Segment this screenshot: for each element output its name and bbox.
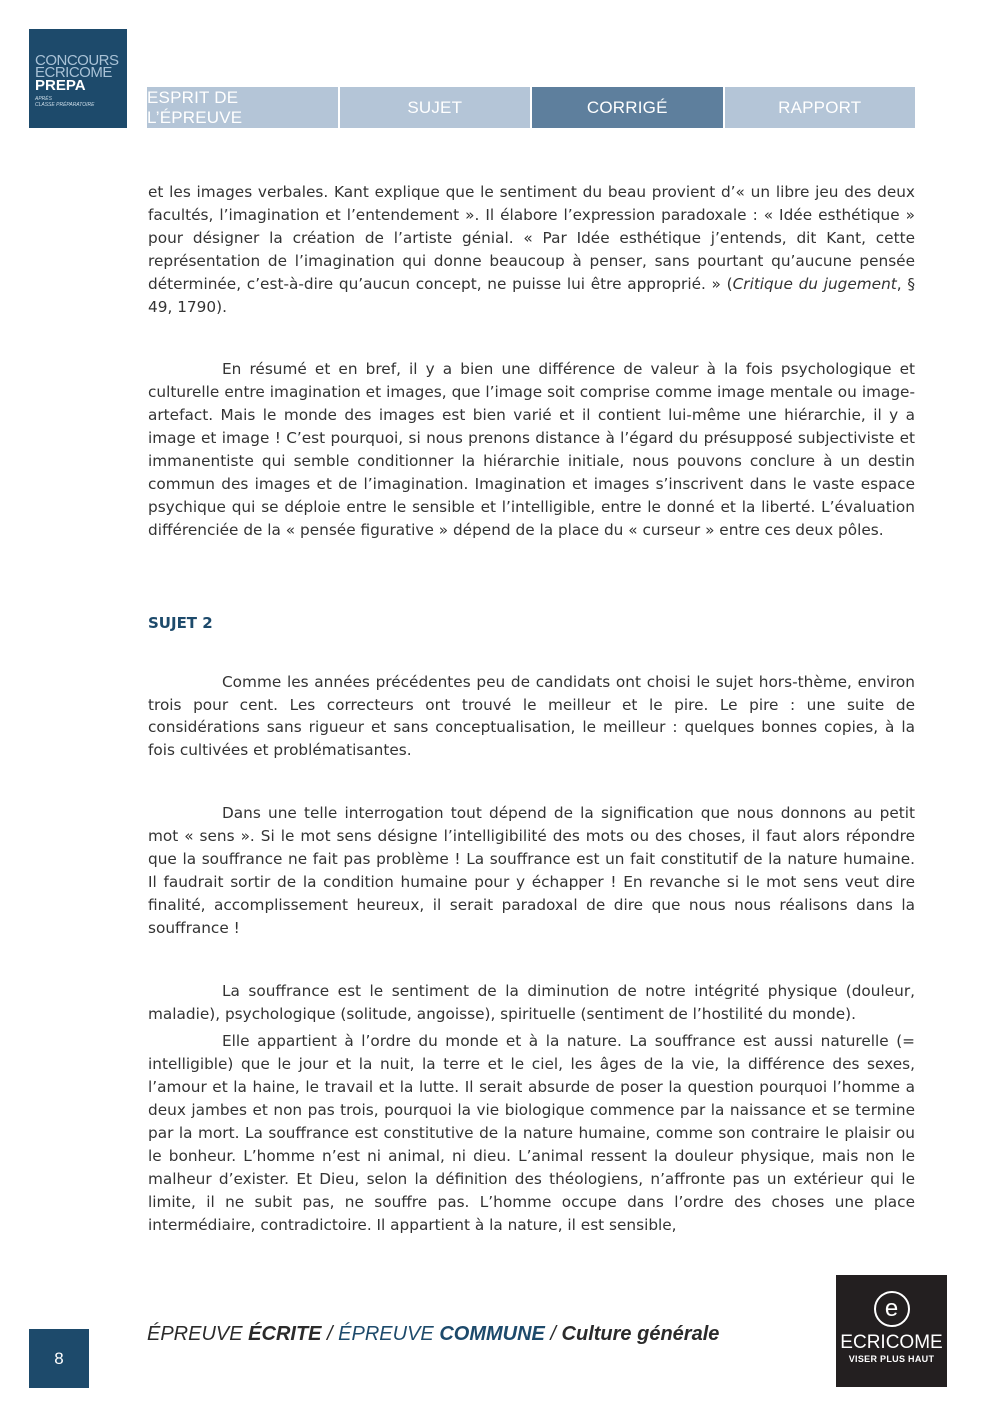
brand-name: ECRICOME — [840, 1332, 943, 1353]
paragraph-definition-souffrance: La souffrance est le sentiment de la diminution de notre intégrité physique (douleur, maladie), psychologique (solitude, angoisse), spirituelle (sentiment de l’hostilité du monde). — [148, 981, 915, 1023]
footer-part-commune: COMMUNE — [439, 1323, 545, 1345]
tab-esprit-epreuve[interactable]: ESPRIT DE L’ÉPREUVE — [147, 87, 338, 128]
paragraph-kant-citation: , § 49, 1790). — [148, 274, 916, 316]
logo-line-concours: CONCOURS — [35, 52, 119, 69]
page-number: 8 — [29, 1329, 89, 1388]
logo-line-classe: CLASSE PRÉPARATOIRE — [35, 102, 95, 108]
section-heading-sujet-2: SUJET 2 — [148, 613, 213, 632]
tab-sujet[interactable]: SUJET — [340, 87, 531, 128]
footer-part-epreuve: ÉPREUVE — [147, 1323, 249, 1345]
paragraph-resume: En résumé et en bref, il y a bien une différence de valeur à la fois psychologique et culturelle entre imagination et images, que l’image soit comprise comme image mentale ou image-artefact. Mais le monde des images est bien varié et il contient lui-même une hiérarchie, il y a image et image ! C’est pourquoi, si nous prenons distance à l’égard du présupposé subjectiviste et immanentiste qui semble conditionner la hiérarchie initiale, nous pouvons conclure à un destin commun des images et de l’imagination. Imagination et images s’inscrivent dans le vaste espace psychique qui se déploie entre le sensible et l’intelligible, entre le donné et la liberté. L’évaluation différenciée de la « pensée figurative » dépend de la place du « curseur » entre ces deux pôles. — [148, 360, 915, 539]
ecricome-e-icon — [874, 1291, 910, 1327]
ecricome-e-glyph: e — [884, 1295, 899, 1322]
document-body — [148, 181, 915, 1237]
logo-line-apres: APRÈS — [35, 96, 52, 102]
tab-rapport[interactable]: RAPPORT — [725, 87, 916, 128]
logo-line-prepa: PREPA — [35, 77, 86, 94]
footer-title — [147, 1323, 719, 1346]
paragraph-kant — [148, 181, 915, 318]
paragraph-candidats: Comme les années précédentes peu de candidats ont choisi le sujet hors-thème, environ trois pour cent. Les correcteurs ont trouvé le meilleur et le pire. Le pire : une suite de considérations sans rigueur et sans conceptualisation, le meilleur : quelques bonnes copies, à la fois cultivées et problématisantes. — [148, 672, 915, 760]
work-title: Critique du jugement — [732, 274, 897, 293]
concours-logo — [29, 29, 127, 128]
tab-corrige[interactable]: CORRIGÉ — [532, 87, 723, 128]
footer-part-culture: Culture générale — [561, 1323, 720, 1345]
section-tabs — [147, 87, 915, 128]
footer-separator-2: / — [544, 1323, 562, 1345]
footer-part-epreuve-2: ÉPREUVE — [338, 1323, 440, 1345]
footer-separator-1: / — [321, 1323, 339, 1345]
ecricome-brand-logo — [836, 1275, 947, 1387]
logo-line-ecricome: ECRICOME — [35, 64, 112, 81]
paragraph-sens: Dans une telle interrogation tout dépend de la signification que nous donnons au petit mot « sens ». Si le mot sens désigne l’intelligibilité des mots ou des choses, il faut alors répondre que la souffrance ne fait pas problème ! La souffrance est un fait constitutif de la nature humaine. Il faudrait sortir de la condition humaine pour y échapper ! En revanche si le mot sens veut dire finalité, accomplissement heureux, il serait paradoxal de dire que nous nous réalisons dans la souffrance ! — [148, 804, 915, 937]
paragraph-ordre-du-monde: Elle appartient à l’ordre du monde et à la nature. La souffrance est aussi naturelle (= intelligible) que le jour et la nuit, la terre et le ciel, les âges de la vie, la différence des sexes, l’amour et la haine, le travail et la lutte. Il serait absurde de poser la question pourquoi l’homme a deux jambes et non pas trois, pourquoi la vie biologique commence par la naissance et se termine par la mort. La souffrance est constitutive de la nature humaine, comme son contraire le plaisir ou le bonheur. L’homme n’est ni animal, ni dieu. L’animal ressent la douleur physique, mais non le malheur d’exister. Et Dieu, selon la définition des théologiens, n’affronte pas un extérieur qui le limite, il ne subit pas, ne souffre pas. L’homme occupe dans l’ordre des choses une place intermédiaire, contradictoire. Il appartient à la nature, il est sensible, — [148, 1032, 915, 1234]
brand-tagline: VISER PLUS HAUT — [848, 1354, 935, 1364]
footer-part-ecrite: ÉCRITE — [248, 1323, 322, 1345]
paragraph-kant-text: et les images verbales. Kant explique que le sentiment du beau provient d’« un libre jeu des deux facultés, l’imagination et l’entendement ». Il élabore l’expression paradoxale : « Idée esthétique » pour désigner la création de l’artiste génial. « Par Idée esthétique j’entends, dit Kant, cette représentation de l’imagination qui donne beaucoup à penser, sans pourtant qu’aucune pensée déterminée, c’est-à-dire qu’aucun concept, ne puisse lui être approprié. » ( — [148, 183, 915, 293]
